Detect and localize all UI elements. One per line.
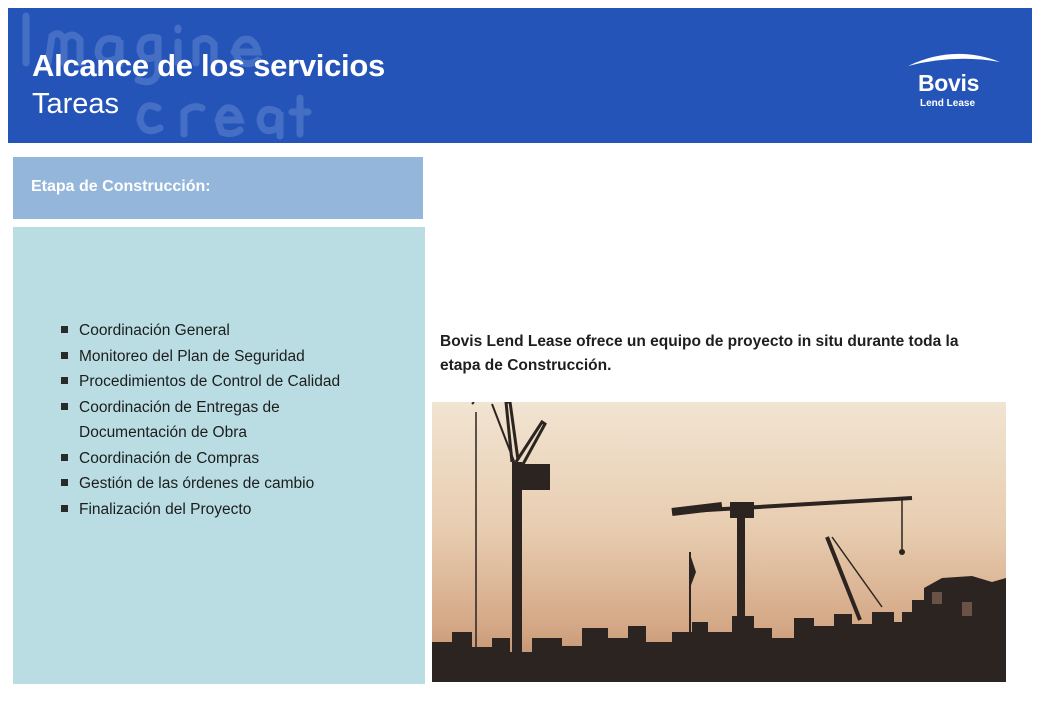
square-bullet-icon: [61, 454, 68, 461]
page-title: Alcance de los servicios: [32, 48, 385, 83]
task-text: Gestión de las órdenes de cambio: [79, 475, 315, 492]
list-item: [61, 471, 379, 497]
stage-label: Etapa de Construcción:: [31, 178, 211, 195]
header-banner: [8, 8, 1032, 143]
list-item: [61, 446, 379, 472]
task-text: Coordinación de Compras: [79, 449, 260, 467]
square-bullet-icon: [61, 326, 68, 333]
description-text: Bovis Lend Lease ofrece un equipo de proyecto in situ durante toda la etapa de Construcción.: [440, 333, 959, 374]
square-bullet-icon: [61, 403, 68, 410]
list-item: [61, 318, 379, 344]
logo-subtitle: Lend Lease: [920, 98, 976, 109]
square-bullet-icon: [61, 377, 68, 384]
list-item: [61, 344, 379, 370]
page-subtitle: Tareas: [32, 88, 120, 120]
square-bullet-icon: [61, 479, 68, 486]
task-text: Coordinación de Entregas de Documentación de Obra: [79, 398, 280, 441]
construction-cranes-photo: [432, 402, 1006, 682]
task-text: Finalización del Proyecto: [79, 500, 252, 518]
logo-arc-icon: [904, 48, 1004, 72]
list-item: [61, 395, 329, 446]
logo-wordmark: Bovis: [918, 70, 980, 96]
list-item: [61, 369, 379, 395]
bovis-logo: [904, 48, 1004, 118]
stage-header-box: [13, 157, 423, 219]
task-list: [61, 318, 379, 522]
square-bullet-icon: [61, 352, 68, 359]
tasks-panel: [13, 227, 425, 684]
task-text: Monitoreo del Plan de Seguridad: [79, 347, 305, 365]
list-item: [61, 497, 379, 523]
task-text: Coordinación General: [79, 322, 230, 339]
task-text: Procedimientos de Control de Calidad: [79, 373, 341, 390]
square-bullet-icon: [61, 505, 68, 512]
cranes-image-icon: [432, 402, 1006, 682]
